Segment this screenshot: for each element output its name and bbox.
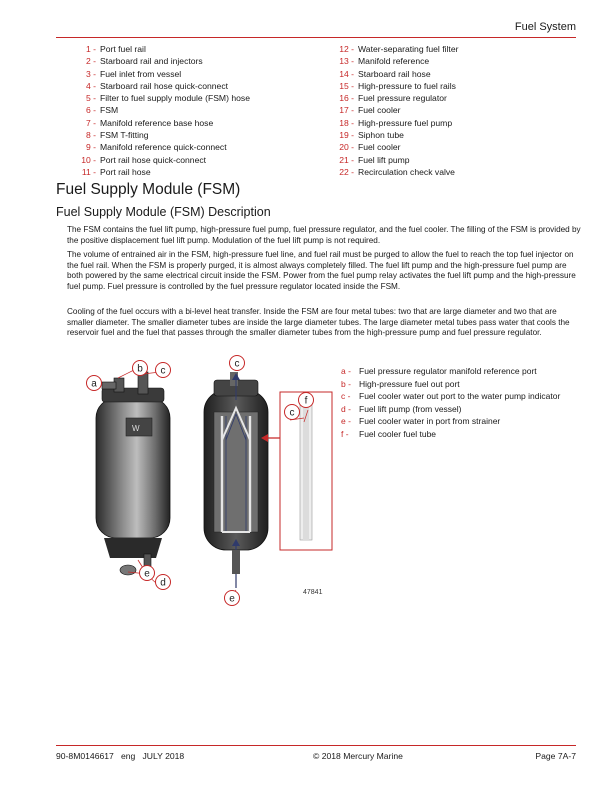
legend-item: 21 - Fuel lift pump [339,154,410,165]
callout-e [140,566,155,581]
legend-item: 4 - Starboard rail hose quick-connect [85,80,229,91]
section-title: Fuel Supply Module (FSM) [56,181,241,198]
legend-item: 16 - Fuel pressure regulator [339,93,447,104]
svg-text:d: d [160,577,166,589]
figure-legend-item: b - High-pressure fuel out port [341,378,460,389]
figure-legend-item: c - Fuel cooler water out port to the water pump indicator [341,391,561,401]
figure-legend-item: d - Fuel lift pump (from vessel) [341,403,462,414]
legend-item: 5 - Filter to fuel supply module (FSM) hose [85,93,250,104]
callout-b [133,361,148,376]
callout-a [87,376,102,391]
footer-divider [56,745,576,746]
legend-item: 7 - Manifold reference base hose [85,117,214,128]
legend-item: 2 - Starboard rail and injectors [85,56,203,67]
page-number: Page 7A-7 [535,751,576,761]
legend-item: 20 - Fuel cooler [339,142,401,153]
figure-legend [341,365,560,440]
legend-item: 6 - FSM [85,105,119,116]
figure-legend-item: e - Fuel cooler water in port from strainer [341,416,501,426]
figure-number: 47841 [303,589,323,596]
svg-text:W: W [132,424,140,433]
fsm-cutaway [204,372,284,588]
svg-text:b: b [137,363,143,375]
svg-text:c: c [289,407,295,419]
legend-item: 19 - Siphon tube [339,130,404,141]
section-header: Fuel System [514,21,576,33]
legend-item: 17 - Fuel cooler [339,105,401,116]
callout-c [230,356,245,371]
parts-legend-left [66,43,316,178]
copyright: © 2018 Mercury Marine [313,751,403,761]
document-number: 90-8M0146617 eng JULY 2018 [56,751,185,761]
subsection-title: Fuel Supply Module (FSM) Description [56,205,271,219]
figure-legend-item: f - Fuel cooler fuel tube [341,428,437,439]
svg-text:a: a [91,378,97,390]
header-divider [56,37,576,38]
legend-item: 11 - Port rail hose [81,166,151,177]
callout-e [225,591,240,606]
legend-item: 1 - Port fuel rail [85,44,146,54]
legend-item: 15 - High-pressure to fuel rails [339,80,456,91]
parts-legend-right [324,43,574,178]
fsm-exterior [96,372,170,576]
paragraph: The FSM contains the fuel lift pump, high-pressure fuel pump, fuel pressure regulator, and the fuel cooler. The filling of the FSM is provided by the positive displacement fuel lift pump. Modulation of the fuel lift pump is not required. [67,225,581,245]
callout-c [285,405,300,420]
callout-d [156,575,171,590]
legend-item: 8 - FSM T-fitting [85,130,149,141]
legend-item: 14 - Starboard rail hose [339,68,431,79]
paragraph: The volume of entrained air in the FSM, high-pressure fuel line, and fuel rail must be purged to allow the fuel to reach the top fuel injector on the fuel rail. When the FSM is properly purged, it is almost always completely filled. The fuel lift pump and the high-pressure fuel pump are both powered by the same electrical circuit inside the FSM. Power from the fuel pump relay activates the fuel lift pump and the high-pressure fuel pump. Fuel pressure is controlled by the fuel pressure regulator located inside the FSM. [67,250,576,292]
fsm-illustration [56,350,346,615]
legend-item: 10 - Port rail hose quick-connect [81,154,207,165]
svg-text:f: f [304,395,308,407]
figure-legend-item: a - Fuel pressure regulator manifold reference port [341,366,537,376]
callout-f [299,393,314,408]
legend-item: 22 - Recirculation check valve [339,166,455,177]
svg-text:e: e [229,593,235,605]
legend-item: 9 - Manifold reference quick-connect [85,142,227,153]
svg-text:c: c [160,365,166,377]
paragraph: Cooling of the fuel occurs with a bi-level heat transfer. Inside the FSM are four metal tubes: two that are large diameter and two that are smaller diameter. The smaller diameter tubes are inside the large diameter tubes. The large diameter metal tubes pass water that cools the reservoir fuel and the fuel that passes through the smaller diameter tubes from the high-pressure pump and fuel pressure regulator. [67,307,570,338]
svg-text:e: e [144,568,150,580]
legend-item: 18 - High-pressure fuel pump [339,117,453,128]
svg-text:c: c [234,358,240,370]
legend-item: 3 - Fuel inlet from vessel [85,68,182,79]
callout-c [156,363,171,378]
legend-item: 12 - Water-separating fuel filter [339,44,459,54]
legend-item: 13 - Manifold reference [339,56,430,67]
